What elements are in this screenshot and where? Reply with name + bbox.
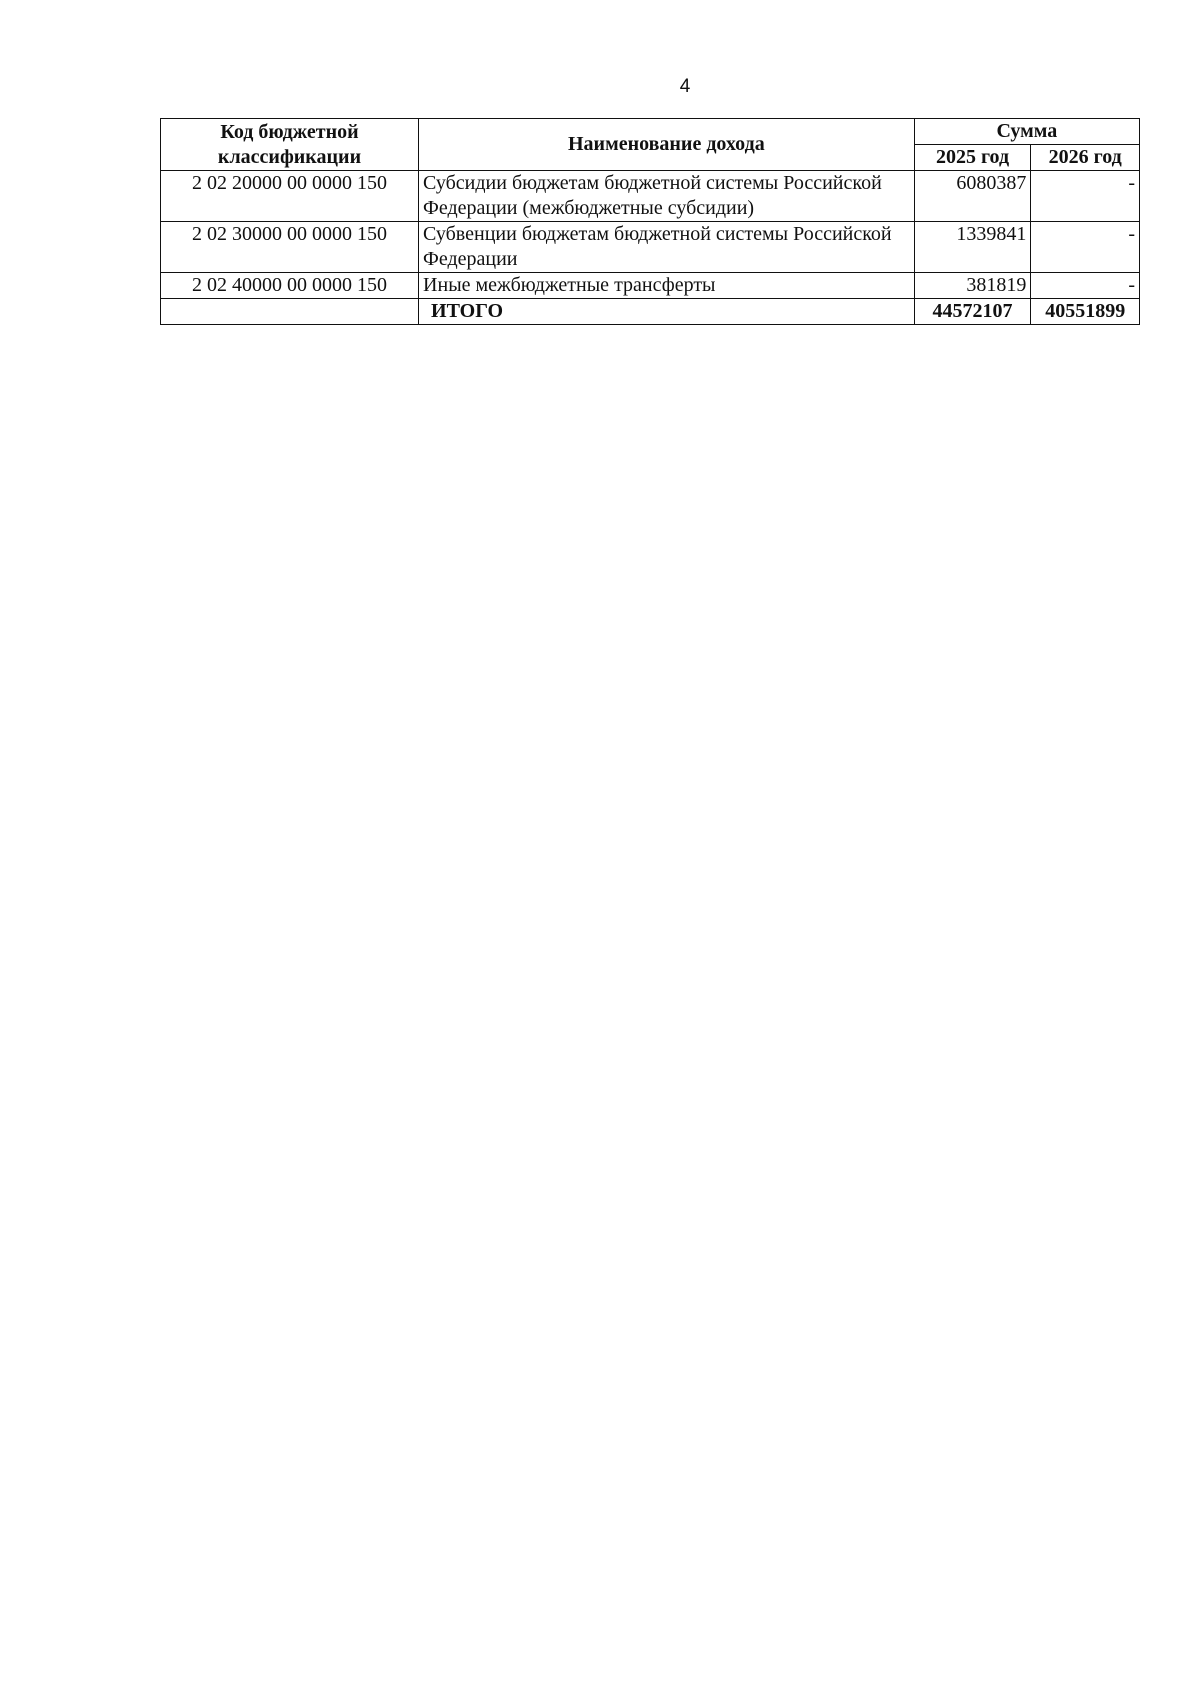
header-name: Наименование дохода <box>419 119 915 171</box>
cell-name: Иные межбюджетные трансферты <box>419 273 915 299</box>
cell-2026: - <box>1031 222 1140 273</box>
header-year-2025: 2025 год <box>914 145 1031 171</box>
table-total-row <box>161 299 1140 325</box>
cell-2026: - <box>1031 171 1140 222</box>
cell-name: Субсидии бюджетам бюджетной системы Российской Федерации (межбюджетные субсидии) <box>419 171 915 222</box>
budget-income-table <box>160 118 1140 325</box>
cell-code: 2 02 20000 00 0000 150 <box>161 171 419 222</box>
header-year-2026: 2026 год <box>1031 145 1140 171</box>
page-number: 4 <box>679 76 691 97</box>
cell-2025: 1339841 <box>914 222 1031 273</box>
table-row <box>161 273 1140 299</box>
cell-code: 2 02 30000 00 0000 150 <box>161 222 419 273</box>
cell-total-empty <box>161 299 419 325</box>
header-sum: Сумма <box>914 119 1139 145</box>
table-header-row <box>161 119 1140 145</box>
total-2025: 44572107 <box>914 299 1031 325</box>
table-row <box>161 222 1140 273</box>
cell-code: 2 02 40000 00 0000 150 <box>161 273 419 299</box>
cell-2026: - <box>1031 273 1140 299</box>
total-2026: 40551899 <box>1031 299 1140 325</box>
cell-name: Субвенции бюджетам бюджетной системы Российской Федерации <box>419 222 915 273</box>
cell-2025: 381819 <box>914 273 1031 299</box>
total-label: ИТОГО <box>419 299 915 325</box>
table-row <box>161 171 1140 222</box>
header-code: Код бюджетной классификации <box>161 119 419 171</box>
cell-2025: 6080387 <box>914 171 1031 222</box>
